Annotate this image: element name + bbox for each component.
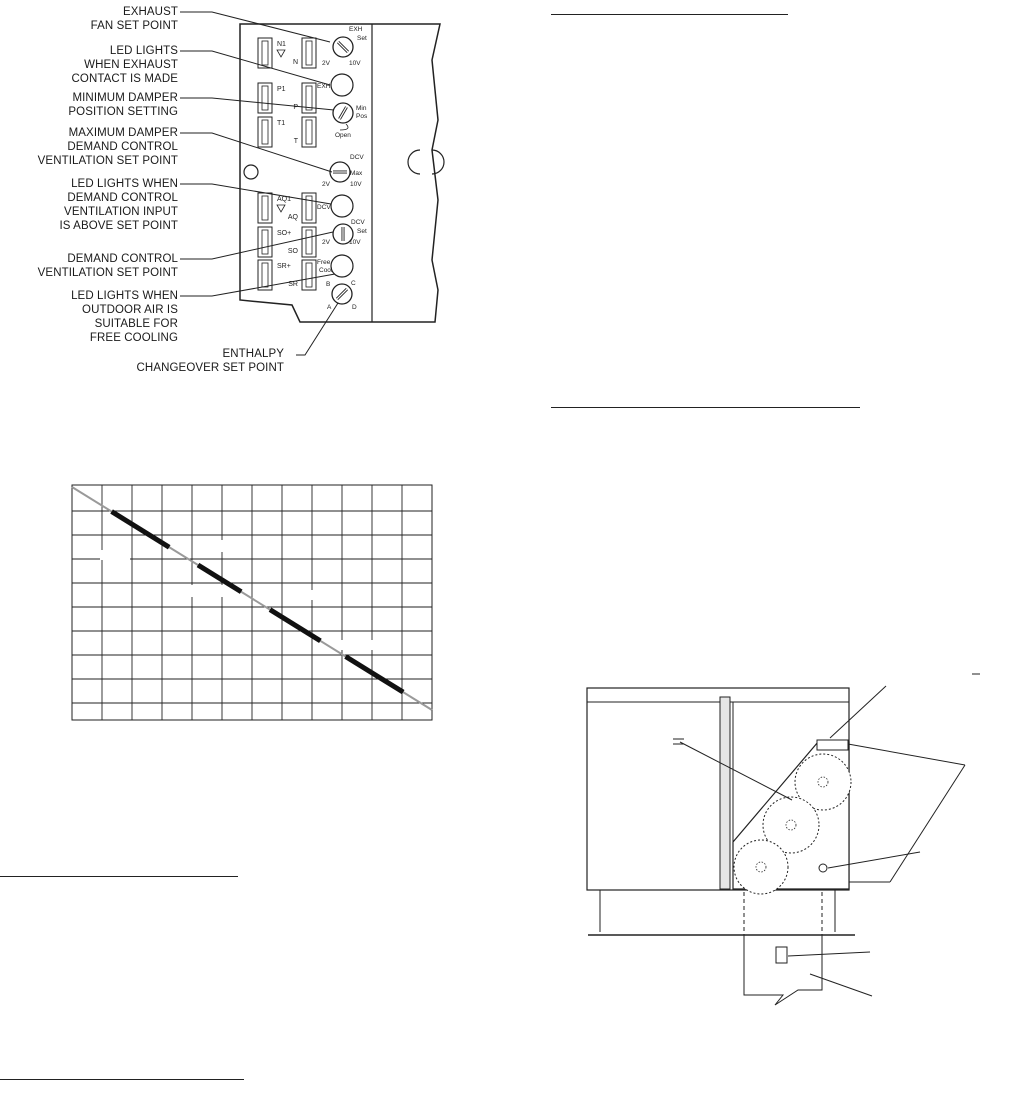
panel-label: N <box>292 59 298 66</box>
panel-label: D <box>352 304 357 311</box>
panel-label: 10V <box>349 60 361 67</box>
callout-line: DEMAND CONTROL <box>67 253 178 265</box>
panel-label: B <box>326 281 331 288</box>
panel-label: C <box>351 280 356 287</box>
panel-label: SR <box>288 281 298 288</box>
callout-line: EXHAUST <box>122 6 178 18</box>
mounting-hole <box>244 165 258 179</box>
panel-label: AQ <box>287 214 298 221</box>
panel-label: P <box>293 104 298 111</box>
section-rule-3 <box>0 876 238 877</box>
small-port <box>819 864 827 872</box>
callout-line: VENTILATION SET POINT <box>37 267 178 279</box>
panel-label: SR+ <box>277 263 291 270</box>
callout-line: ENTHALPY <box>222 348 284 360</box>
sensor-box <box>817 740 848 750</box>
panel-label: DCV <box>351 219 365 226</box>
callout-line: CHANGEOVER SET POINT <box>136 362 284 374</box>
callout-line: WHEN EXHAUST <box>84 59 178 71</box>
callout-line: VENTILATION INPUT <box>64 206 178 218</box>
duct-sensor <box>776 947 787 963</box>
panel-label: P1 <box>277 86 286 93</box>
panel-label: Set <box>357 228 367 235</box>
section-rule-4 <box>0 1079 244 1080</box>
section-rule-2 <box>551 407 860 408</box>
panel-label: Cool <box>319 267 333 274</box>
callout-line: POSITION SETTING <box>68 106 178 118</box>
duct-break <box>744 935 822 1005</box>
panel-label: SO <box>287 248 298 255</box>
panel-label: Free <box>317 259 331 266</box>
callout-line: LED LIGHTS WHEN <box>71 178 178 190</box>
panel-label: T1 <box>277 120 286 127</box>
callout-line: SUITABLE FOR <box>94 318 178 330</box>
setpoint-graph <box>60 475 445 725</box>
panel-label: 2V <box>322 60 330 67</box>
panel-label: Set <box>357 35 367 42</box>
panel-label: DCV <box>317 204 331 211</box>
unit-side-view-diagram <box>560 660 1000 1020</box>
callout-line: VENTILATION SET POINT <box>37 155 178 167</box>
callout-line: FREE COOLING <box>89 332 178 344</box>
panel-label: EXH <box>317 83 331 90</box>
callout-line: CONTACT IS MADE <box>71 73 178 85</box>
panel-label: N1 <box>277 41 286 48</box>
panel-label: T <box>293 138 298 145</box>
filter-rack <box>720 697 730 889</box>
section-rule-1 <box>551 14 788 15</box>
coil-circle-3 <box>734 840 788 894</box>
panel-label: DCV <box>350 154 364 161</box>
panel-label: 2V <box>322 239 330 246</box>
panel-label: Min <box>356 105 367 112</box>
panel-label: 10V <box>349 239 361 246</box>
callout-line: MINIMUM DAMPER <box>72 92 178 104</box>
panel-label: Max <box>350 170 363 177</box>
callout-line: DEMAND CONTROL <box>67 192 178 204</box>
panel-label: A <box>327 304 332 311</box>
panel-label: Pos <box>356 113 368 120</box>
callout-line: OUTDOOR AIR IS <box>82 304 178 316</box>
panel-label: 10V <box>350 181 362 188</box>
callout-line: IS ABOVE SET POINT <box>59 220 178 232</box>
panel-label: EXH <box>349 26 363 33</box>
panel-label: Open <box>335 132 351 139</box>
panel-label: SO+ <box>277 230 292 237</box>
callout-line: FAN SET POINT <box>90 20 178 32</box>
panel-label: AQ1 <box>277 196 292 203</box>
callout-line: LED LIGHTS <box>109 45 178 57</box>
callout-line: DEMAND CONTROL <box>67 141 178 153</box>
economizer-controller-figure <box>0 0 1032 400</box>
panel-label: 2V <box>322 181 330 188</box>
callout-line: LED LIGHTS WHEN <box>71 290 178 302</box>
callout-line: MAXIMUM DAMPER <box>68 127 178 139</box>
